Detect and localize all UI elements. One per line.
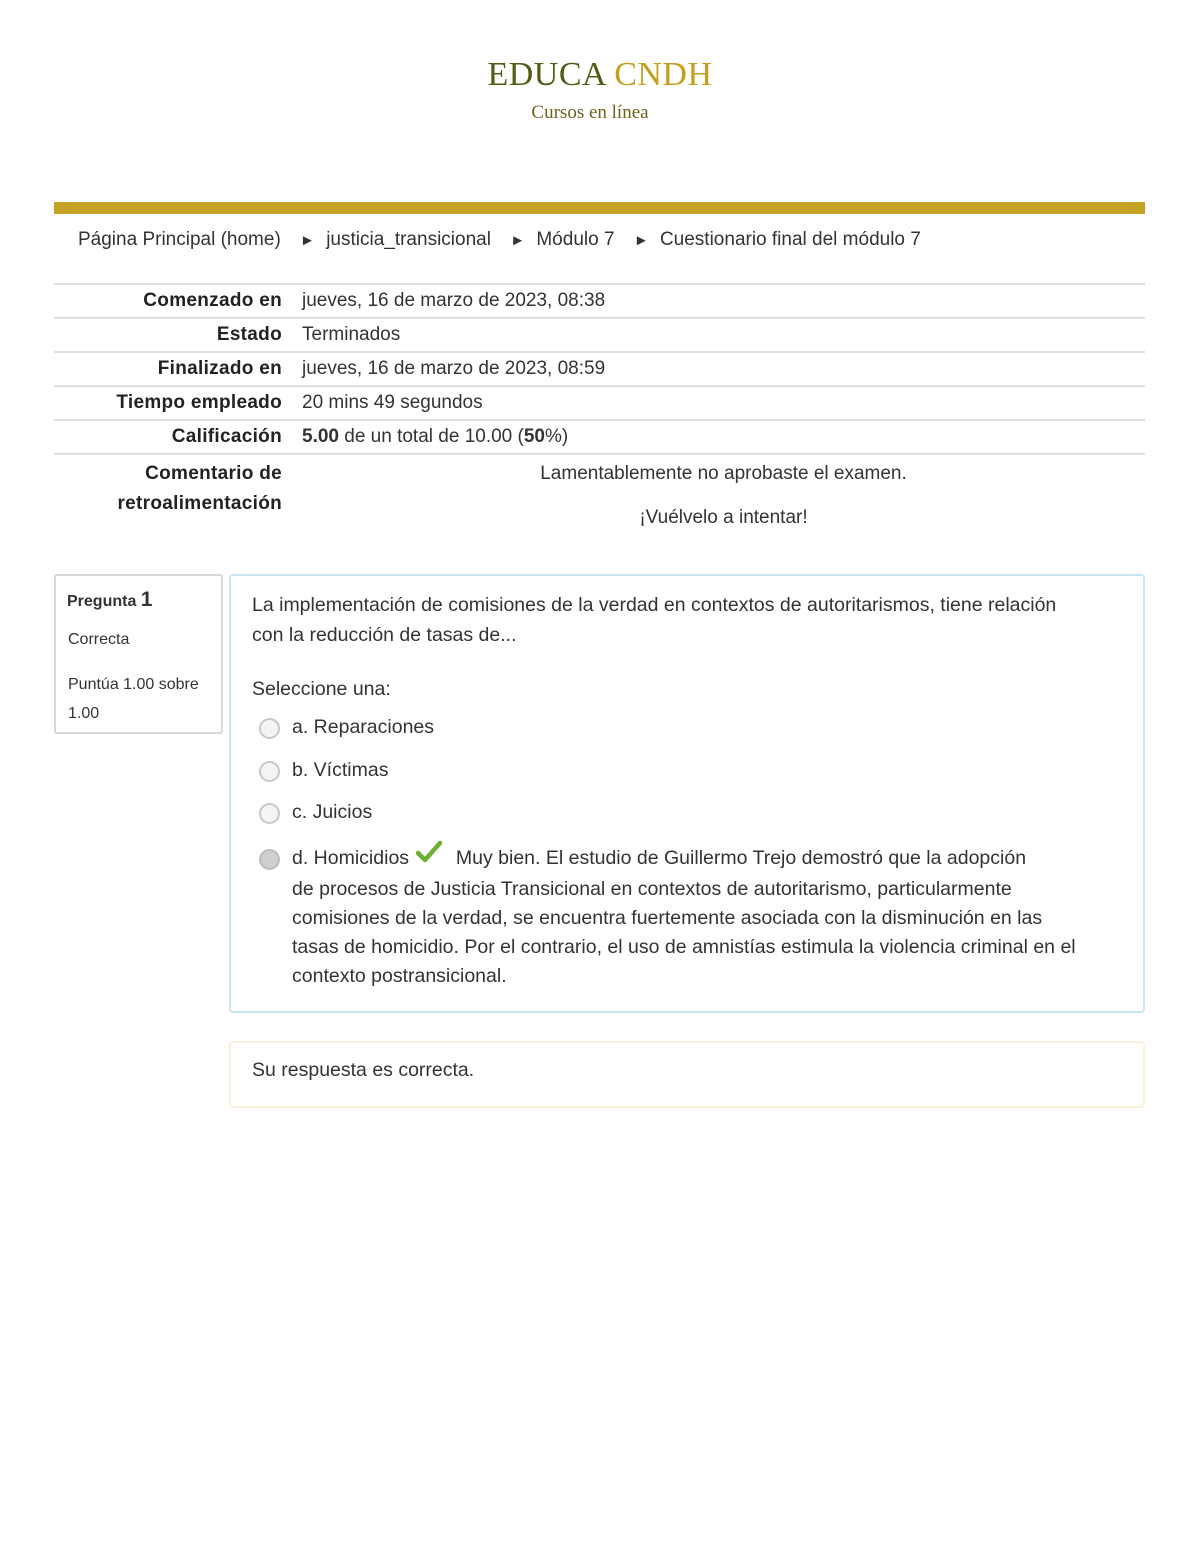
breadcrumb-separator-icon: ► [633, 232, 649, 249]
question-grade: Puntúa 1.00 sobre 1.00 [68, 676, 199, 722]
summary-row-feedback [54, 454, 1145, 547]
breadcrumb-quiz[interactable]: Cuestionario final del módulo 7 [659, 229, 921, 250]
radio-button[interactable] [259, 718, 280, 739]
question-info-box [54, 574, 223, 734]
summary-row-state [54, 318, 1145, 352]
answer-option-label: a. Reparaciones [292, 716, 435, 738]
answer-option-label: b. Víctimas [292, 759, 389, 781]
breadcrumb-module[interactable]: Módulo 7 [536, 229, 615, 250]
summary-value: jueves, 16 de marzo de 2023, 08:38 [302, 284, 1145, 318]
answer-feedback-first: Muy bien. El estudio de Guillermo Trejo demostró que la adopción [455, 846, 1027, 869]
question-label: Pregunta [67, 593, 137, 610]
feedback-line-2: ¡Vuélvelo a intentar! [639, 507, 808, 528]
summary-label: Finalizado en [54, 352, 302, 386]
summary-row-grade [54, 420, 1145, 454]
question-text: La implementación de comisiones de la verdad en contextos de autoritarismos, tiene relación con la reducción de tasas de... [252, 594, 1057, 646]
radio-button-selected[interactable] [259, 849, 280, 870]
question-number [67, 588, 152, 612]
summary-value: Terminados [302, 318, 1145, 352]
outcome-text: Su respuesta es correcta. [252, 1059, 475, 1081]
summary-value [302, 420, 1145, 454]
answer-option-a[interactable] [259, 716, 434, 739]
question-state: Correcta [68, 631, 130, 648]
grade-mid: de un total de 10.00 ( [338, 426, 524, 447]
answer-option-label: c. Juicios [292, 801, 373, 823]
summary-label: Estado [54, 318, 302, 352]
summary-value: 20 mins 49 segundos [302, 386, 1145, 420]
attempt-summary-table [54, 283, 1145, 547]
radio-button[interactable] [259, 761, 280, 782]
grade-percent: 50 [523, 426, 545, 447]
summary-value [302, 454, 1145, 547]
breadcrumb-separator-icon: ► [300, 232, 315, 249]
summary-row-time [54, 386, 1145, 420]
site-logo[interactable] [0, 56, 1200, 94]
summary-label: Tiempo empleado [54, 386, 302, 420]
grade-score: 5.00 [302, 426, 339, 447]
correct-check-icon [416, 840, 442, 873]
summary-label: Comenzado en [54, 284, 302, 318]
breadcrumb [78, 229, 921, 251]
summary-row-started [54, 284, 1145, 318]
summary-value: jueves, 16 de marzo de 2023, 08:59 [302, 352, 1145, 386]
grade-end: %) [545, 426, 569, 447]
summary-row-finished [54, 352, 1145, 386]
answer-option-label: d. Homicidios [292, 846, 410, 869]
answer-feedback-rest: de procesos de Justicia Transicional en contextos de autoritarismo, particularmente comisiones de la verdad, se encuentra fuertemente asociada con la disminución en las tasas de homicidio. Por el contrario, el uso de amnistías estimula la violencia criminal en el contexto postransicional. [292, 878, 1076, 987]
summary-label: Comentario de retroalimentación [54, 454, 302, 547]
radio-button[interactable] [259, 803, 280, 824]
logo-cndh: CNDH [614, 56, 713, 93]
question-number-value: 1 [140, 588, 153, 611]
header-divider [54, 202, 1145, 214]
answer-option-b[interactable] [259, 759, 388, 782]
outcome-box [229, 1041, 1145, 1108]
logo-educa: EDUCA [487, 56, 606, 93]
question-prompt: Seleccione una: [252, 678, 391, 700]
question-content-box [229, 574, 1145, 1013]
breadcrumb-course[interactable]: justicia_transicional [326, 229, 491, 250]
feedback-line-1: Lamentablemente no aprobaste el examen. [540, 463, 907, 484]
answer-option-d[interactable] [259, 842, 1089, 991]
breadcrumb-separator-icon: ► [510, 232, 526, 249]
site-subtitle: Cursos en línea [531, 102, 649, 123]
breadcrumb-home[interactable]: Página Principal (home) [78, 229, 281, 250]
summary-label: Calificación [54, 420, 302, 454]
answer-option-c[interactable] [259, 801, 372, 824]
